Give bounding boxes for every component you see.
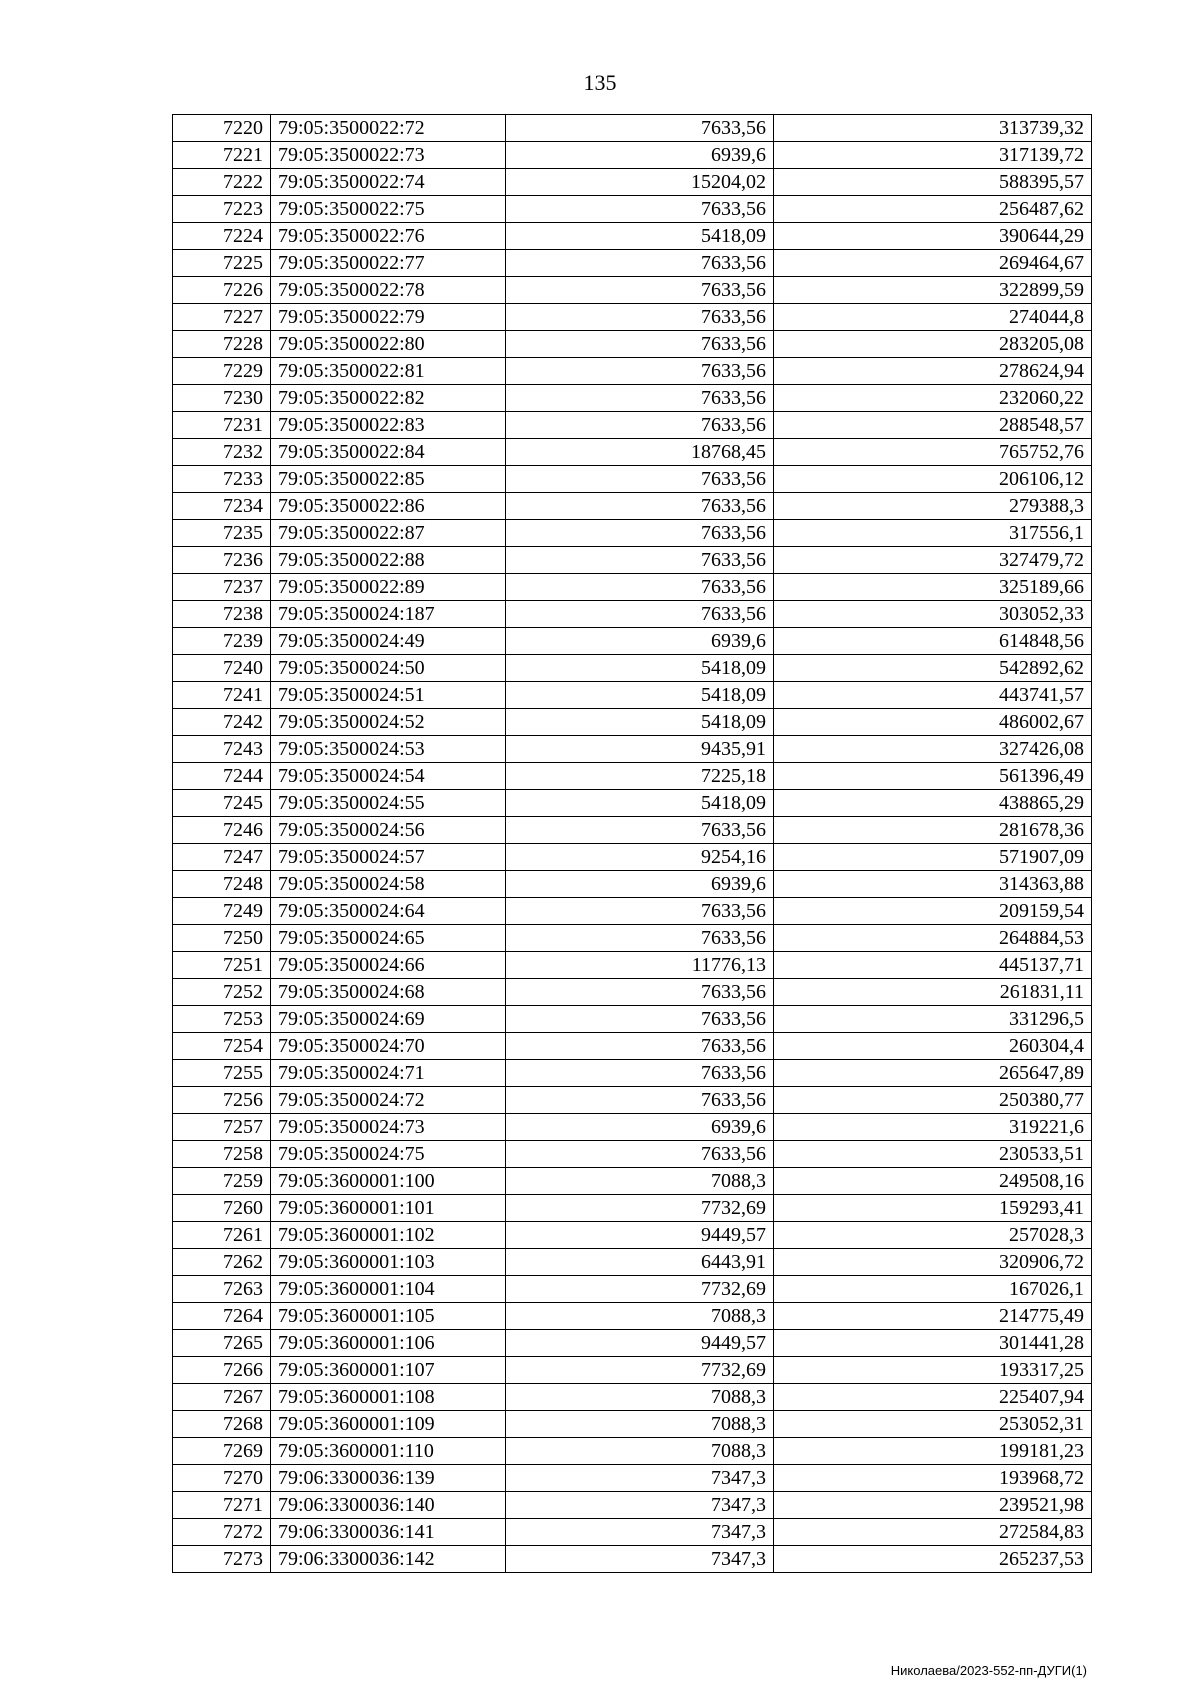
area-cell: 7347,3 [506, 1519, 774, 1546]
table-row [173, 1195, 1092, 1222]
row-number-cell: 7249 [173, 898, 271, 925]
table-row [173, 1303, 1092, 1330]
table-row [173, 925, 1092, 952]
table-row [173, 1330, 1092, 1357]
table-row [173, 1114, 1092, 1141]
cadastral-number-cell: 79:05:3600001:110 [271, 1438, 506, 1465]
cadastral-number-cell: 79:05:3500024:51 [271, 682, 506, 709]
page-number: 135 [583, 70, 617, 95]
cadastral-number-cell: 79:05:3500022:77 [271, 250, 506, 277]
row-number-cell: 7245 [173, 790, 271, 817]
value-cell: 588395,57 [774, 169, 1092, 196]
value-cell: 325189,66 [774, 574, 1092, 601]
row-number-cell: 7248 [173, 871, 271, 898]
cadastral-number-cell: 79:05:3500022:81 [271, 358, 506, 385]
table-row [173, 1384, 1092, 1411]
table-row [173, 1492, 1092, 1519]
cadastral-number-cell: 79:05:3500024:70 [271, 1033, 506, 1060]
table-row [173, 817, 1092, 844]
cadastral-number-cell: 79:05:3500022:89 [271, 574, 506, 601]
table-row [173, 1249, 1092, 1276]
cadastral-number-cell: 79:05:3600001:101 [271, 1195, 506, 1222]
value-cell: 261831,11 [774, 979, 1092, 1006]
cadastral-number-cell: 79:05:3500024:53 [271, 736, 506, 763]
area-cell: 7633,56 [506, 547, 774, 574]
row-number-cell: 7240 [173, 655, 271, 682]
area-cell: 7633,56 [506, 385, 774, 412]
table-row [173, 844, 1092, 871]
cadastral-number-cell: 79:05:3500022:84 [271, 439, 506, 466]
value-cell: 288548,57 [774, 412, 1092, 439]
table-row [173, 277, 1092, 304]
cadastral-number-cell: 79:05:3500022:87 [271, 520, 506, 547]
cadastral-number-cell: 79:05:3600001:103 [271, 1249, 506, 1276]
area-cell: 7633,56 [506, 898, 774, 925]
table-row [173, 979, 1092, 1006]
table-row [173, 655, 1092, 682]
table-row [173, 1033, 1092, 1060]
row-number-cell: 7255 [173, 1060, 271, 1087]
value-cell: 319221,6 [774, 1114, 1092, 1141]
table-row [173, 547, 1092, 574]
cadastral-number-cell: 79:06:3300036:142 [271, 1546, 506, 1573]
row-number-cell: 7265 [173, 1330, 271, 1357]
cadastral-number-cell: 79:05:3600001:108 [271, 1384, 506, 1411]
table-row [173, 1141, 1092, 1168]
table-row [173, 1276, 1092, 1303]
area-cell: 7347,3 [506, 1465, 774, 1492]
cadastral-number-cell: 79:05:3500022:82 [271, 385, 506, 412]
table-row [173, 1519, 1092, 1546]
area-cell: 7633,56 [506, 493, 774, 520]
value-cell: 249508,16 [774, 1168, 1092, 1195]
table-row [173, 952, 1092, 979]
cadastral-number-cell: 79:05:3500022:73 [271, 142, 506, 169]
document-footer-reference: Николаева/2023-552-пп-ДУГИ(1) [890, 1663, 1087, 1678]
row-number-cell: 7243 [173, 736, 271, 763]
table-row [173, 1465, 1092, 1492]
row-number-cell: 7230 [173, 385, 271, 412]
area-cell: 7732,69 [506, 1195, 774, 1222]
table-row [173, 1546, 1092, 1573]
cadastral-number-cell: 79:05:3500024:75 [271, 1141, 506, 1168]
table-row [173, 1060, 1092, 1087]
value-cell: 253052,31 [774, 1411, 1092, 1438]
value-cell: 301441,28 [774, 1330, 1092, 1357]
area-cell: 7633,56 [506, 358, 774, 385]
cadastral-number-cell: 79:05:3500024:56 [271, 817, 506, 844]
area-cell: 5418,09 [506, 709, 774, 736]
row-number-cell: 7264 [173, 1303, 271, 1330]
row-number-cell: 7273 [173, 1546, 271, 1573]
cadastral-number-cell: 79:05:3500022:78 [271, 277, 506, 304]
area-cell: 11776,13 [506, 952, 774, 979]
table-row [173, 439, 1092, 466]
area-cell: 6939,6 [506, 628, 774, 655]
cadastral-number-cell: 79:05:3500024:71 [271, 1060, 506, 1087]
row-number-cell: 7232 [173, 439, 271, 466]
cadastral-number-cell: 79:05:3600001:100 [271, 1168, 506, 1195]
area-cell: 7088,3 [506, 1411, 774, 1438]
value-cell: 257028,3 [774, 1222, 1092, 1249]
area-cell: 7088,3 [506, 1303, 774, 1330]
value-cell: 317556,1 [774, 520, 1092, 547]
area-cell: 7633,56 [506, 250, 774, 277]
row-number-cell: 7262 [173, 1249, 271, 1276]
area-cell: 7633,56 [506, 331, 774, 358]
area-cell: 6443,91 [506, 1249, 774, 1276]
area-cell: 7633,56 [506, 1033, 774, 1060]
cadastral-number-cell: 79:05:3500024:64 [271, 898, 506, 925]
value-cell: 209159,54 [774, 898, 1092, 925]
table-row [173, 169, 1092, 196]
area-cell: 7633,56 [506, 304, 774, 331]
value-cell: 272584,83 [774, 1519, 1092, 1546]
area-cell: 7633,56 [506, 601, 774, 628]
cadastral-number-cell: 79:05:3600001:109 [271, 1411, 506, 1438]
area-cell: 18768,45 [506, 439, 774, 466]
cadastral-number-cell: 79:05:3500024:65 [271, 925, 506, 952]
row-number-cell: 7263 [173, 1276, 271, 1303]
area-cell: 7088,3 [506, 1168, 774, 1195]
row-number-cell: 7242 [173, 709, 271, 736]
row-number-cell: 7236 [173, 547, 271, 574]
value-cell: 274044,8 [774, 304, 1092, 331]
cadastral-number-cell: 79:05:3500024:58 [271, 871, 506, 898]
value-cell: 250380,77 [774, 1087, 1092, 1114]
table-row [173, 304, 1092, 331]
area-cell: 9254,16 [506, 844, 774, 871]
table-row [173, 1411, 1092, 1438]
area-cell: 7633,56 [506, 520, 774, 547]
area-cell: 9449,57 [506, 1330, 774, 1357]
cadastral-number-cell: 79:05:3500024:52 [271, 709, 506, 736]
value-cell: 320906,72 [774, 1249, 1092, 1276]
table-row [173, 1087, 1092, 1114]
table-row [173, 115, 1092, 142]
area-cell: 7088,3 [506, 1384, 774, 1411]
area-cell: 7633,56 [506, 466, 774, 493]
row-number-cell: 7268 [173, 1411, 271, 1438]
cadastral-number-cell: 79:05:3500024:68 [271, 979, 506, 1006]
cadastral-number-cell: 79:06:3300036:141 [271, 1519, 506, 1546]
table-row [173, 709, 1092, 736]
row-number-cell: 7260 [173, 1195, 271, 1222]
area-cell: 7633,56 [506, 412, 774, 439]
value-cell: 765752,76 [774, 439, 1092, 466]
area-cell: 7732,69 [506, 1276, 774, 1303]
table-row [173, 385, 1092, 412]
area-cell: 6939,6 [506, 142, 774, 169]
area-cell: 7225,18 [506, 763, 774, 790]
row-number-cell: 7241 [173, 682, 271, 709]
value-cell: 445137,71 [774, 952, 1092, 979]
value-cell: 265647,89 [774, 1060, 1092, 1087]
row-number-cell: 7251 [173, 952, 271, 979]
value-cell: 225407,94 [774, 1384, 1092, 1411]
area-cell: 7732,69 [506, 1357, 774, 1384]
row-number-cell: 7257 [173, 1114, 271, 1141]
row-number-cell: 7239 [173, 628, 271, 655]
cadastral-number-cell: 79:05:3500024:187 [271, 601, 506, 628]
cadastral-number-cell: 79:05:3500022:79 [271, 304, 506, 331]
table-row [173, 601, 1092, 628]
cadastral-number-cell: 79:05:3500022:85 [271, 466, 506, 493]
value-cell: 322899,59 [774, 277, 1092, 304]
row-number-cell: 7254 [173, 1033, 271, 1060]
value-cell: 390644,29 [774, 223, 1092, 250]
value-cell: 281678,36 [774, 817, 1092, 844]
row-number-cell: 7253 [173, 1006, 271, 1033]
value-cell: 199181,23 [774, 1438, 1092, 1465]
row-number-cell: 7252 [173, 979, 271, 1006]
value-cell: 159293,41 [774, 1195, 1092, 1222]
table-row [173, 466, 1092, 493]
cadastral-number-cell: 79:05:3500022:88 [271, 547, 506, 574]
area-cell: 7633,56 [506, 1060, 774, 1087]
value-cell: 269464,67 [774, 250, 1092, 277]
area-cell: 7633,56 [506, 196, 774, 223]
table-row [173, 142, 1092, 169]
value-cell: 561396,49 [774, 763, 1092, 790]
row-number-cell: 7271 [173, 1492, 271, 1519]
row-number-cell: 7220 [173, 115, 271, 142]
table-row [173, 736, 1092, 763]
row-number-cell: 7223 [173, 196, 271, 223]
area-cell: 6939,6 [506, 1114, 774, 1141]
value-cell: 239521,98 [774, 1492, 1092, 1519]
table-row [173, 574, 1092, 601]
cadastral-number-cell: 79:05:3500024:50 [271, 655, 506, 682]
table-row [173, 790, 1092, 817]
row-number-cell: 7267 [173, 1384, 271, 1411]
row-number-cell: 7259 [173, 1168, 271, 1195]
cadastral-number-cell: 79:05:3500022:83 [271, 412, 506, 439]
cadastral-number-cell: 79:05:3600001:107 [271, 1357, 506, 1384]
value-cell: 230533,51 [774, 1141, 1092, 1168]
value-cell: 331296,5 [774, 1006, 1092, 1033]
table-row [173, 331, 1092, 358]
cadastral-number-cell: 79:05:3500024:69 [271, 1006, 506, 1033]
area-cell: 7633,56 [506, 817, 774, 844]
cadastral-number-cell: 79:05:3500022:72 [271, 115, 506, 142]
value-cell: 438865,29 [774, 790, 1092, 817]
value-cell: 260304,4 [774, 1033, 1092, 1060]
value-cell: 571907,09 [774, 844, 1092, 871]
area-cell: 7633,56 [506, 979, 774, 1006]
value-cell: 313739,32 [774, 115, 1092, 142]
table-row [173, 1168, 1092, 1195]
table-row [173, 196, 1092, 223]
row-number-cell: 7234 [173, 493, 271, 520]
area-cell: 7633,56 [506, 115, 774, 142]
area-cell: 7633,56 [506, 574, 774, 601]
cadastral-number-cell: 79:05:3600001:105 [271, 1303, 506, 1330]
area-cell: 6939,6 [506, 871, 774, 898]
area-cell: 5418,09 [506, 682, 774, 709]
area-cell: 7633,56 [506, 1087, 774, 1114]
table-row [173, 1438, 1092, 1465]
cadastral-number-cell: 79:05:3500022:75 [271, 196, 506, 223]
table-row [173, 871, 1092, 898]
value-cell: 193968,72 [774, 1465, 1092, 1492]
area-cell: 9449,57 [506, 1222, 774, 1249]
area-cell: 7347,3 [506, 1546, 774, 1573]
row-number-cell: 7221 [173, 142, 271, 169]
table-row [173, 223, 1092, 250]
row-number-cell: 7266 [173, 1357, 271, 1384]
area-cell: 15204,02 [506, 169, 774, 196]
row-number-cell: 7244 [173, 763, 271, 790]
value-cell: 327426,08 [774, 736, 1092, 763]
cadastral-number-cell: 79:05:3500022:76 [271, 223, 506, 250]
row-number-cell: 7247 [173, 844, 271, 871]
table-row [173, 493, 1092, 520]
value-cell: 264884,53 [774, 925, 1092, 952]
cadastral-number-cell: 79:05:3500024:57 [271, 844, 506, 871]
row-number-cell: 7224 [173, 223, 271, 250]
row-number-cell: 7233 [173, 466, 271, 493]
value-cell: 193317,25 [774, 1357, 1092, 1384]
row-number-cell: 7228 [173, 331, 271, 358]
area-cell: 7633,56 [506, 1006, 774, 1033]
row-number-cell: 7235 [173, 520, 271, 547]
value-cell: 614848,56 [774, 628, 1092, 655]
value-cell: 486002,67 [774, 709, 1092, 736]
value-cell: 327479,72 [774, 547, 1092, 574]
cadastral-number-cell: 79:05:3500024:54 [271, 763, 506, 790]
table-row [173, 898, 1092, 925]
cadastral-number-cell: 79:06:3300036:139 [271, 1465, 506, 1492]
cadastral-number-cell: 79:06:3300036:140 [271, 1492, 506, 1519]
value-cell: 317139,72 [774, 142, 1092, 169]
row-number-cell: 7272 [173, 1519, 271, 1546]
row-number-cell: 7222 [173, 169, 271, 196]
cadastral-number-cell: 79:05:3500022:80 [271, 331, 506, 358]
row-number-cell: 7250 [173, 925, 271, 952]
cadastral-number-cell: 79:05:3600001:106 [271, 1330, 506, 1357]
row-number-cell: 7229 [173, 358, 271, 385]
cadastral-number-cell: 79:05:3500024:72 [271, 1087, 506, 1114]
value-cell: 278624,94 [774, 358, 1092, 385]
value-cell: 443741,57 [774, 682, 1092, 709]
table-row [173, 1222, 1092, 1249]
row-number-cell: 7231 [173, 412, 271, 439]
cadastral-number-cell: 79:05:3600001:104 [271, 1276, 506, 1303]
cadastral-number-cell: 79:05:3500022:74 [271, 169, 506, 196]
value-cell: 265237,53 [774, 1546, 1092, 1573]
table-row [173, 763, 1092, 790]
row-number-cell: 7227 [173, 304, 271, 331]
value-cell: 542892,62 [774, 655, 1092, 682]
cadastral-number-cell: 79:05:3600001:102 [271, 1222, 506, 1249]
row-number-cell: 7269 [173, 1438, 271, 1465]
table-row [173, 250, 1092, 277]
area-cell: 5418,09 [506, 223, 774, 250]
table-row [173, 628, 1092, 655]
row-number-cell: 7258 [173, 1141, 271, 1168]
cadastral-number-cell: 79:05:3500024:55 [271, 790, 506, 817]
row-number-cell: 7225 [173, 250, 271, 277]
row-number-cell: 7270 [173, 1465, 271, 1492]
row-number-cell: 7246 [173, 817, 271, 844]
row-number-cell: 7237 [173, 574, 271, 601]
registry-table [172, 114, 1092, 1573]
table-row [173, 412, 1092, 439]
cadastral-number-cell: 79:05:3500024:49 [271, 628, 506, 655]
value-cell: 303052,33 [774, 601, 1092, 628]
value-cell: 206106,12 [774, 466, 1092, 493]
table-row [173, 1006, 1092, 1033]
value-cell: 314363,88 [774, 871, 1092, 898]
table-row [173, 682, 1092, 709]
row-number-cell: 7261 [173, 1222, 271, 1249]
area-cell: 7347,3 [506, 1492, 774, 1519]
table-row [173, 520, 1092, 547]
area-cell: 9435,91 [506, 736, 774, 763]
value-cell: 279388,3 [774, 493, 1092, 520]
cadastral-number-cell: 79:05:3500024:66 [271, 952, 506, 979]
row-number-cell: 7256 [173, 1087, 271, 1114]
area-cell: 7633,56 [506, 277, 774, 304]
value-cell: 256487,62 [774, 196, 1092, 223]
table-row [173, 358, 1092, 385]
area-cell: 5418,09 [506, 790, 774, 817]
table-row [173, 1357, 1092, 1384]
area-cell: 7633,56 [506, 1141, 774, 1168]
value-cell: 167026,1 [774, 1276, 1092, 1303]
registry-table-body [173, 115, 1092, 1573]
area-cell: 5418,09 [506, 655, 774, 682]
area-cell: 7088,3 [506, 1438, 774, 1465]
cadastral-number-cell: 79:05:3500022:86 [271, 493, 506, 520]
row-number-cell: 7226 [173, 277, 271, 304]
cadastral-number-cell: 79:05:3500024:73 [271, 1114, 506, 1141]
row-number-cell: 7238 [173, 601, 271, 628]
area-cell: 7633,56 [506, 925, 774, 952]
value-cell: 232060,22 [774, 385, 1092, 412]
value-cell: 214775,49 [774, 1303, 1092, 1330]
value-cell: 283205,08 [774, 331, 1092, 358]
